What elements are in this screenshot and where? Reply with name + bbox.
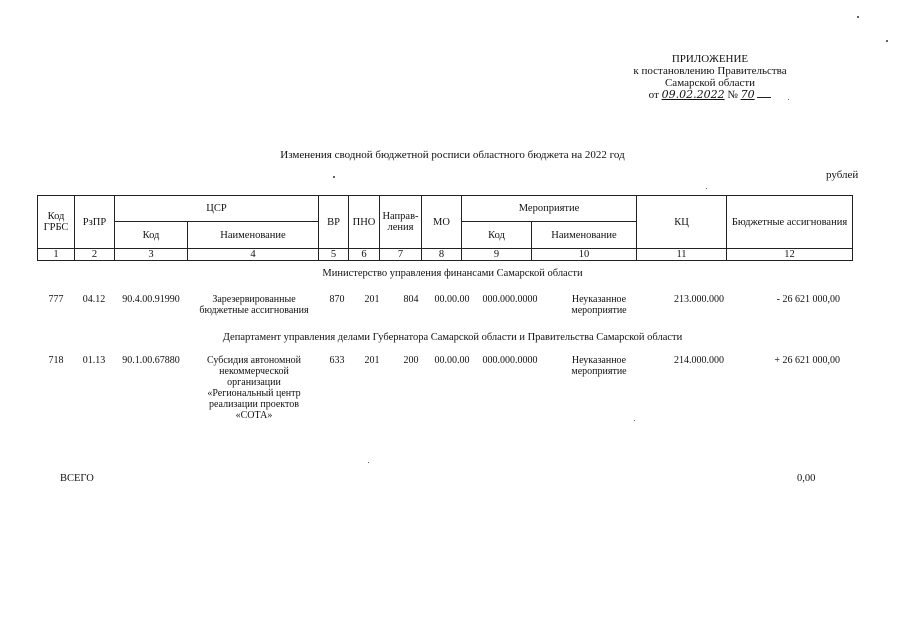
col-number: 1	[38, 249, 75, 261]
header-rzpr: РзПР	[75, 196, 115, 249]
header-assign: Бюджетные ассигнования	[727, 196, 853, 249]
col-number: 2	[75, 249, 115, 261]
document-title: Изменения сводной бюджетной росписи областного бюджета на 2022 год	[280, 149, 625, 161]
row-grbs: 718	[48, 355, 64, 366]
header-kc: КЦ	[637, 196, 727, 249]
handwritten-date: 09.02.2022	[661, 88, 725, 101]
col-number: 4	[188, 249, 319, 261]
row-vr: 633	[329, 355, 345, 366]
row-amount: + 26 621 000,00	[774, 355, 840, 366]
header-mo: МО	[422, 196, 462, 249]
col-number: 5	[319, 249, 349, 261]
row-napr: 804	[403, 294, 419, 305]
row-name: Субсидия автономной некоммерческой организации «Региональный центр реализации проектов «СОТА»	[206, 355, 302, 421]
appendix-date-line	[649, 89, 772, 101]
row-meropr-kod: 000.000.0000	[482, 294, 538, 305]
row-mo: 00.00.00	[434, 355, 470, 366]
section-title-ministry-finance: Министерство управления финансами Самарской области	[322, 268, 583, 279]
row-pno: 201	[364, 294, 380, 305]
row-kc: 214.000.000	[674, 355, 724, 366]
number-prefix: №	[727, 89, 738, 101]
appendix-block	[620, 53, 800, 101]
total-label: ВСЕГО	[60, 473, 94, 484]
total-value: 0,00	[797, 473, 816, 484]
header-csr-kod: Код	[115, 222, 188, 249]
row-meropr-kod: 000.000.0000	[482, 355, 538, 366]
appendix-line3: Самарской области	[664, 77, 756, 89]
header-meropr-kod: Код	[462, 222, 532, 249]
header-meropr: Мероприятие	[462, 196, 637, 222]
col-number: 12	[727, 249, 853, 261]
col-number: 3	[115, 249, 188, 261]
row-name: Зарезервированные бюджетные ассигнования	[199, 294, 309, 316]
appendix-line1: ПРИЛОЖЕНИЕ	[671, 53, 749, 65]
appendix-line2: к постановлению Правительства	[633, 65, 787, 77]
col-number: 9	[462, 249, 532, 261]
row-rzpr: 04.12	[82, 294, 106, 305]
units-label: рублей	[826, 169, 859, 181]
header-pno: ПНО	[349, 196, 380, 249]
budget-table-header	[37, 195, 853, 261]
header-meropr-name: Наименование	[532, 222, 637, 249]
header-csr-name: Наименование	[188, 222, 319, 249]
col-number: 10	[532, 249, 637, 261]
row-vr: 870	[329, 294, 345, 305]
section-title-governor-affairs: Департамент управления делами Губернатора Самарской области и Правительства Самарской области	[222, 332, 683, 343]
header-vr: ВР	[319, 196, 349, 249]
row-pno: 201	[364, 355, 380, 366]
header-kod-grbs: Код ГРБС	[38, 196, 75, 249]
header-csr: ЦСР	[115, 196, 319, 222]
row-kc: 213.000.000	[674, 294, 724, 305]
row-mo: 00.00.00	[434, 294, 470, 305]
row-csr: 90.4.00.91990	[122, 294, 180, 305]
handwritten-number: 70	[740, 88, 755, 101]
col-number: 7	[380, 249, 422, 261]
row-meropr-name: Неуказанное мероприятие	[571, 294, 627, 316]
row-amount: - 26 621 000,00	[776, 294, 840, 305]
date-prefix: от	[648, 89, 659, 101]
col-number: 8	[422, 249, 462, 261]
row-csr: 90.1.00.67880	[122, 355, 180, 366]
row-napr: 200	[403, 355, 419, 366]
row-rzpr: 01.13	[82, 355, 106, 366]
col-number: 6	[349, 249, 380, 261]
row-grbs: 777	[48, 294, 64, 305]
col-number: 11	[637, 249, 727, 261]
header-napr: Направ- ления	[380, 196, 422, 249]
row-meropr-name: Неуказанное мероприятие	[571, 355, 627, 377]
